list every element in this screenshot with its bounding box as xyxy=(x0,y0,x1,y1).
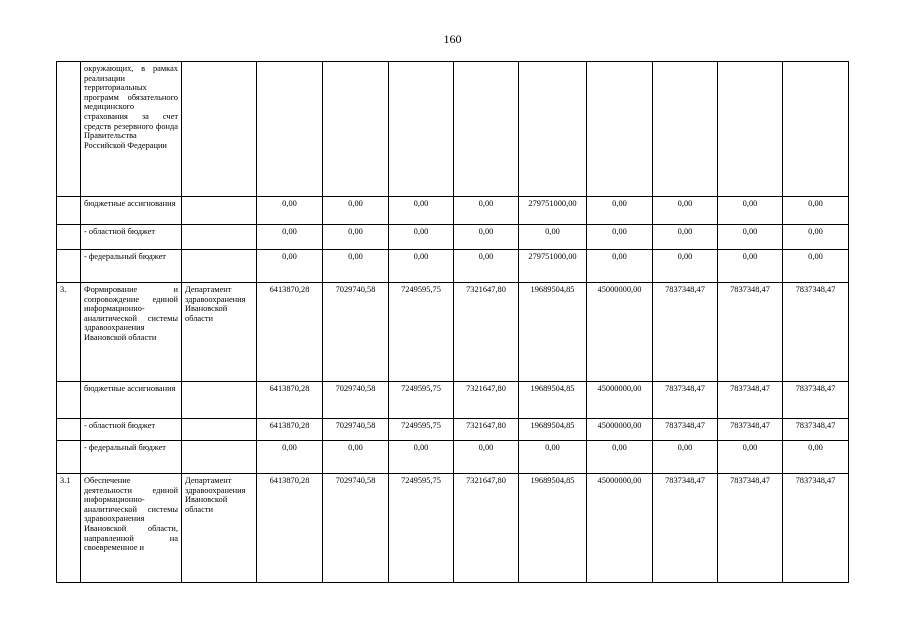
page-number: 160 xyxy=(443,32,462,46)
value-cell: 0,00 xyxy=(587,441,653,474)
value-cell: 19689504,85 xyxy=(519,382,587,419)
value-cell: 7837348,47 xyxy=(783,419,849,441)
value-cell: 7837348,47 xyxy=(653,283,718,382)
value-cell: 0,00 xyxy=(783,250,849,283)
value-cell: 7837348,47 xyxy=(783,474,849,583)
value-cell: 0,00 xyxy=(389,197,454,225)
row-responsible xyxy=(182,225,257,250)
value-cell: 0,00 xyxy=(389,441,454,474)
value-cell xyxy=(783,62,849,197)
value-cell xyxy=(653,62,718,197)
value-cell: 0,00 xyxy=(718,197,783,225)
value-cell: 0,00 xyxy=(718,441,783,474)
value-cell: 0,00 xyxy=(783,197,849,225)
row-number: 3.1 xyxy=(57,474,81,583)
value-cell: 45000000,00 xyxy=(587,382,653,419)
value-cell: 6413870,28 xyxy=(257,382,323,419)
value-cell: 0,00 xyxy=(653,441,718,474)
value-cell: 45000000,00 xyxy=(587,474,653,583)
value-cell: 7029740,58 xyxy=(323,474,389,583)
row-name: - областной бюджет xyxy=(81,419,182,441)
value-cell: 279751000,00 xyxy=(519,250,587,283)
value-cell: 0,00 xyxy=(257,441,323,474)
table-row xyxy=(57,225,849,250)
row-number xyxy=(57,382,81,419)
table-row xyxy=(57,441,849,474)
value-cell: 7029740,58 xyxy=(323,283,389,382)
value-cell: 0,00 xyxy=(587,250,653,283)
row-name: - федеральный бюджет xyxy=(81,441,182,474)
row-name: - областной бюджет xyxy=(81,225,182,250)
value-cell: 0,00 xyxy=(323,441,389,474)
value-cell: 0,00 xyxy=(783,225,849,250)
value-cell: 6413870,28 xyxy=(257,419,323,441)
value-cell: 7837348,47 xyxy=(783,283,849,382)
row-number xyxy=(57,441,81,474)
value-cell: 0,00 xyxy=(323,197,389,225)
value-cell: 0,00 xyxy=(389,250,454,283)
row-name: Обеспечение деятельности единой информационно-аналитической системы здравоохранения Ивановской области, направленной на своевременное и xyxy=(81,474,182,583)
value-cell: 0,00 xyxy=(653,225,718,250)
value-cell: 0,00 xyxy=(519,225,587,250)
row-responsible xyxy=(182,419,257,441)
row-name: бюджетные ассигнования xyxy=(81,382,182,419)
value-cell: 0,00 xyxy=(257,225,323,250)
value-cell: 7321647,80 xyxy=(454,283,519,382)
table-row xyxy=(57,474,849,583)
value-cell: 7321647,80 xyxy=(454,382,519,419)
table-row xyxy=(57,382,849,419)
value-cell: 7249595,75 xyxy=(389,283,454,382)
value-cell: 0,00 xyxy=(783,441,849,474)
value-cell: 0,00 xyxy=(454,250,519,283)
row-number xyxy=(57,225,81,250)
value-cell: 7837348,47 xyxy=(783,382,849,419)
value-cell xyxy=(257,62,323,197)
row-responsible: Департамент здравоохранения Ивановской области xyxy=(182,283,257,382)
value-cell: 0,00 xyxy=(587,225,653,250)
value-cell: 45000000,00 xyxy=(587,419,653,441)
value-cell: 7837348,47 xyxy=(653,474,718,583)
table-row xyxy=(57,250,849,283)
value-cell: 19689504,85 xyxy=(519,419,587,441)
row-name: Формирование и сопровождение единой информационно-аналитической системы здравоохранения Ивановской области xyxy=(81,283,182,382)
budget-table xyxy=(56,61,849,583)
value-cell: 7029740,58 xyxy=(323,419,389,441)
value-cell: 0,00 xyxy=(718,225,783,250)
value-cell: 19689504,85 xyxy=(519,474,587,583)
value-cell xyxy=(718,62,783,197)
row-responsible xyxy=(182,250,257,283)
value-cell: 7321647,80 xyxy=(454,419,519,441)
row-number xyxy=(57,250,81,283)
value-cell: 6413870,28 xyxy=(257,474,323,583)
value-cell: 0,00 xyxy=(653,197,718,225)
value-cell: 0,00 xyxy=(454,197,519,225)
row-name: окружающих, в рамках реализации территориальных программ обязательного медицинского страхования за счет средств резервного фонда Правительства Российской Федерации xyxy=(81,62,182,197)
row-number: 3. xyxy=(57,283,81,382)
value-cell: 7837348,47 xyxy=(653,419,718,441)
value-cell xyxy=(587,62,653,197)
value-cell: 0,00 xyxy=(718,250,783,283)
value-cell xyxy=(519,62,587,197)
table-row xyxy=(57,283,849,382)
row-responsible: Департамент здравоохранения Ивановской области xyxy=(182,474,257,583)
value-cell: 0,00 xyxy=(587,197,653,225)
value-cell: 7837348,47 xyxy=(718,382,783,419)
value-cell: 0,00 xyxy=(454,441,519,474)
value-cell: 7837348,47 xyxy=(718,419,783,441)
value-cell xyxy=(323,62,389,197)
value-cell: 7837348,47 xyxy=(653,382,718,419)
value-cell: 0,00 xyxy=(323,225,389,250)
row-responsible xyxy=(182,62,257,197)
value-cell: 6413870,28 xyxy=(257,283,323,382)
row-number xyxy=(57,197,81,225)
row-name: бюджетные ассигнования xyxy=(81,197,182,225)
value-cell: 7837348,47 xyxy=(718,474,783,583)
value-cell: 0,00 xyxy=(257,250,323,283)
value-cell: 7029740,58 xyxy=(323,382,389,419)
row-number xyxy=(57,419,81,441)
table-row xyxy=(57,419,849,441)
value-cell: 0,00 xyxy=(519,441,587,474)
value-cell: 0,00 xyxy=(653,250,718,283)
value-cell: 0,00 xyxy=(257,197,323,225)
value-cell xyxy=(389,62,454,197)
table-row xyxy=(57,62,849,197)
value-cell xyxy=(454,62,519,197)
value-cell: 19689504,85 xyxy=(519,283,587,382)
value-cell: 7321647,80 xyxy=(454,474,519,583)
value-cell: 7837348,47 xyxy=(718,283,783,382)
row-name: - федеральный бюджет xyxy=(81,250,182,283)
value-cell: 0,00 xyxy=(389,225,454,250)
value-cell: 7249595,75 xyxy=(389,382,454,419)
row-responsible xyxy=(182,197,257,225)
value-cell: 7249595,75 xyxy=(389,474,454,583)
row-responsible xyxy=(182,382,257,419)
row-number xyxy=(57,62,81,197)
value-cell: 0,00 xyxy=(454,225,519,250)
value-cell: 0,00 xyxy=(323,250,389,283)
row-responsible xyxy=(182,441,257,474)
value-cell: 45000000,00 xyxy=(587,283,653,382)
value-cell: 279751000,00 xyxy=(519,197,587,225)
table-row xyxy=(57,197,849,225)
value-cell: 7249595,75 xyxy=(389,419,454,441)
